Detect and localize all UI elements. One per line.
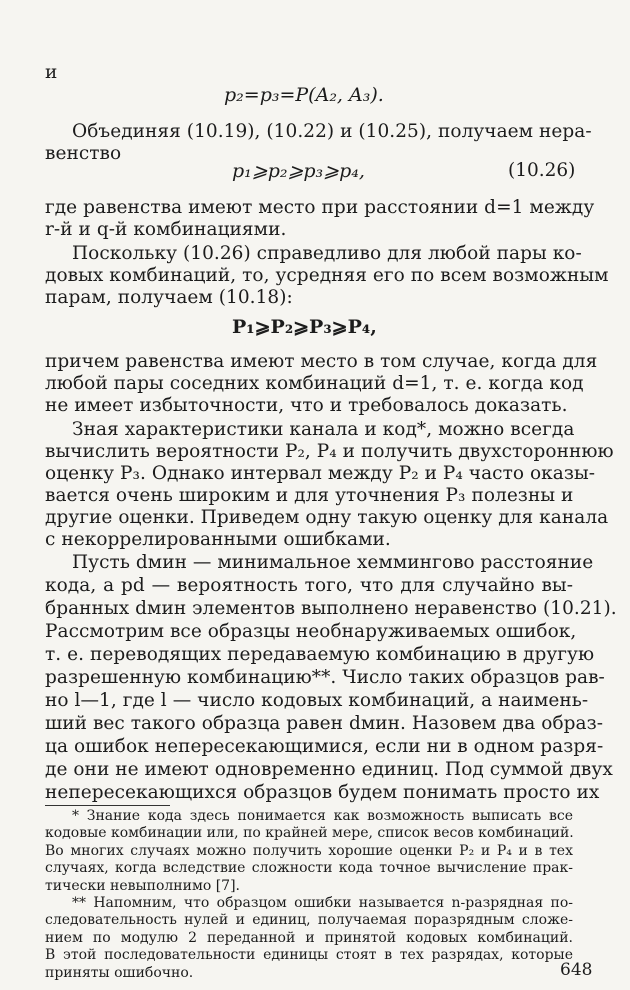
text-line: любой пары соседних комбинаций d=1, т. е. когда код	[45, 373, 584, 394]
text-line: но l—1, где l — число кодовых комбинаций, а наимень-	[45, 690, 589, 711]
formula-p2-p3: p₂=p₃=P(A₂, A₃).	[224, 84, 384, 106]
text-line: не имеет избыточности, что и требовалось доказать.	[45, 395, 568, 416]
footnote-line: случаях, когда вследствие сложности кода точное вычисление прак-	[45, 860, 573, 877]
text-line: оценку P₃. Однако интервал между P₂ и P₄ часто оказы-	[45, 463, 596, 484]
text-line: т. е. переводящих передаваемую комбинацию в другую	[45, 644, 595, 665]
footnote-line: следовательность нулей и единиц, получаемая поразрядным сложе-	[45, 912, 573, 929]
text-line: Пусть dмин — минимальное хеммингово расстояние	[72, 552, 594, 573]
text-line: Зная характеристики канала и код*, можно всегда	[72, 419, 575, 440]
text-line: где равенства имеют место при расстоянии d=1 между	[45, 197, 595, 218]
text-line: Рассмотрим все образцы необнаруживаемых ошибок,	[45, 621, 577, 642]
text-line: непересекающихся образцов будем понимать просто их	[45, 782, 600, 803]
footnote-line: кодовые комбинации или, по крайней мере, список весов комбинаций.	[45, 825, 574, 842]
text-line: с некоррелированными ошибками.	[45, 529, 391, 550]
text-line: де они не имеют одновременно единиц. Под суммой двух	[45, 759, 613, 780]
text-line: разрешенную комбинацию**. Число таких образцов рав-	[45, 667, 605, 688]
text-line: причем равенства имеют место в том случае, когда для	[45, 351, 598, 372]
text-line: довых комбинаций, то, усредняя его по всем возможным	[45, 265, 609, 286]
text-line: и	[45, 62, 58, 83]
footnote-line: нием по модулю 2 переданной и принятой кодовых комбинаций.	[45, 929, 573, 946]
footnote-line: тически невыполнимо [7].	[45, 877, 240, 894]
formula-inequality-p: p₁⩾p₂⩾p₃⩾p₄,	[232, 160, 365, 182]
footnote-line: В этой последовательности единицы стоят в тех разрядах, которые	[45, 947, 573, 964]
text-line: венство	[45, 143, 122, 164]
text-line: Объединяя (10.19), (10.22) и (10.25), получаем нера-	[72, 121, 592, 142]
page-number: 648	[560, 960, 593, 980]
footnote-line: ** Напомним, что образцом ошибки называется n-разрядная по-	[72, 895, 573, 911]
text-line: вычислить вероятности P₂, P₄ и получить двухстороннюю	[45, 441, 614, 462]
footnote-line: * Знание кода здесь понимается как возможность выписать все	[72, 808, 573, 824]
footnote-divider	[45, 805, 170, 806]
text-line: кода, а pd — вероятность того, что для случайно вы-	[45, 575, 573, 596]
text-line: ший вес такого образца равен dмин. Назовем два образ-	[45, 713, 604, 734]
text-line: r-й и q-й комбинациями.	[45, 219, 287, 240]
text-line: парам, получаем (10.18):	[45, 287, 293, 308]
formula-inequality-P: P₁⩾P₂⩾P₃⩾P₄,	[232, 316, 377, 338]
footnote-line: приняты ошибочно.	[45, 964, 194, 981]
text-line: ца ошибок непересекающимися, если ни в одном разря-	[45, 736, 604, 757]
footnote-line: Во многих случаях можно получить хорошие оценки P₂ и P₄ и в тех	[45, 842, 573, 859]
text-line: вается очень широким и для уточнения P₃ полезны и	[45, 485, 574, 506]
text-line: бранных dмин элементов выполнено неравенство (10.21).	[45, 598, 617, 619]
text-line: другие оценки. Приведем одну такую оценку для канала	[45, 507, 609, 528]
text-line: Поскольку (10.26) справедливо для любой пары ко-	[72, 243, 582, 264]
equation-number: (10.26)	[508, 160, 576, 181]
